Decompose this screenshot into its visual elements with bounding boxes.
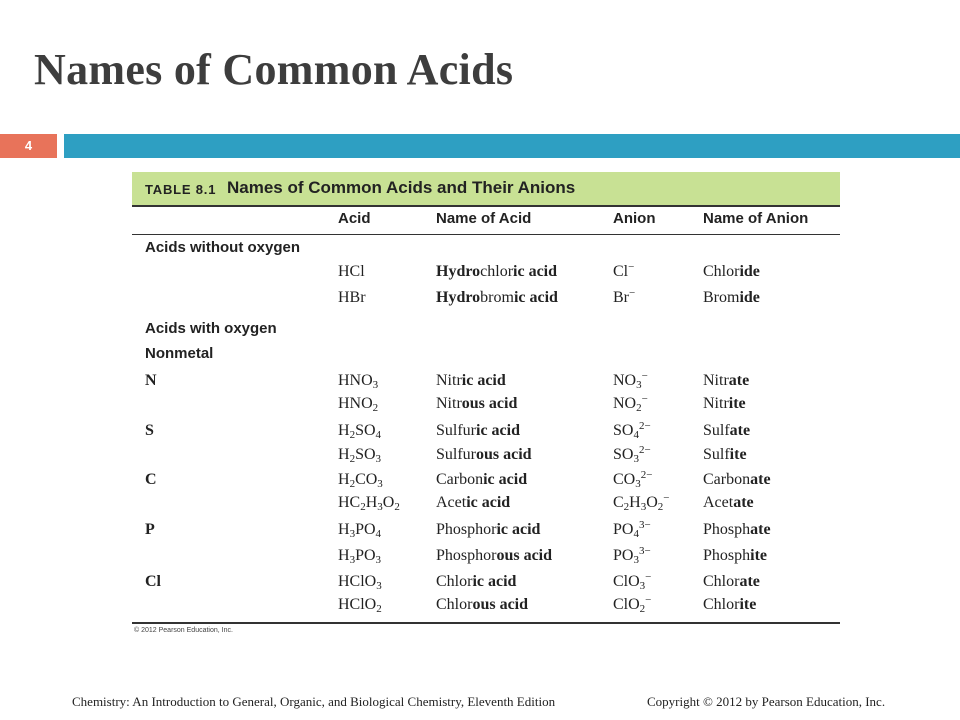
acid-name: Acetic acid [436, 494, 511, 511]
acid-formula: HClO$_2$ [338, 596, 382, 615]
table-header-band [132, 172, 840, 207]
column-header-acid: Acid [338, 210, 371, 227]
acid-formula: $H_2SO_3$ [338, 446, 382, 465]
acid-name: Sulfuric acid [436, 422, 520, 439]
anion-name: Acetate [703, 494, 754, 511]
anion-name: Bromide [703, 289, 760, 306]
anion-formula: $PO_4^{3-}$ [613, 519, 651, 540]
header-rule [132, 234, 840, 235]
anion-name: Chlorite [703, 596, 757, 613]
slide-title: Names of Common Acids [34, 45, 514, 94]
header-accent-bar [64, 134, 960, 158]
anion-name: Chloride [703, 263, 760, 280]
anion-name: Nitrate [703, 372, 750, 389]
nonmetal-label: Cl [145, 573, 161, 590]
table-label: TABLE 8.1 [145, 182, 217, 197]
acid-name: Phosphorous acid [436, 547, 553, 564]
anion-formula: $C_2H_3O_2^-$ [613, 492, 670, 513]
section-without-oxygen: Acids without oxygen [145, 239, 301, 256]
anion-formula: $SO_4^{2-}$ [613, 420, 651, 441]
acids-table-figure [132, 172, 840, 638]
acid-formula: HBr [338, 289, 366, 306]
column-header-name-of-acid: Name of Acid [436, 210, 532, 227]
anion-formula: $CO_3^{2-}$ [613, 469, 653, 490]
acid-formula: $H_3PO_4$ [338, 521, 382, 540]
acid-name: Chlorous acid [436, 596, 529, 613]
acid-name: Carbonic acid [436, 471, 528, 488]
anion-name: Chlorate [703, 573, 760, 590]
bottom-rule [132, 622, 840, 624]
acid-formula: $HNO_2$ [338, 395, 379, 414]
anion-name: Sulfite [703, 446, 747, 463]
acid-name: Nitrous acid [436, 395, 518, 412]
table-caption: Names of Common Acids and Their Anions [227, 178, 576, 197]
anion-formula: Cl− [613, 261, 635, 280]
acid-name: Sulfurous acid [436, 446, 532, 463]
slide-number-badge: 4 [0, 134, 57, 158]
column-header-anion: Anion [613, 210, 656, 227]
footer-copyright: Copyright © 2012 by Pearson Education, Inc. [647, 694, 886, 709]
acid-formula: $HNO_3$ [338, 372, 379, 391]
anion-formula: ClO$_3$− [613, 571, 652, 592]
column-header-name-of-anion: Name of Anion [703, 210, 809, 227]
acid-formula: $H_2SO_4$ [338, 422, 382, 441]
anion-formula: ClO$_2$− [613, 594, 652, 615]
section-nonmetal: Nonmetal [145, 345, 214, 362]
acid-formula: HCl [338, 263, 365, 280]
nonmetal-label: C [145, 471, 157, 488]
acid-formula: $HC_2H_3O_2$ [338, 494, 400, 513]
acid-name: Chloric acid [436, 573, 517, 590]
nonmetal-label: N [145, 372, 157, 389]
anion-name: Carbonate [703, 471, 771, 488]
table-copyright: © 2012 Pearson Education, Inc. [134, 627, 233, 634]
acid-name: Nitric acid [436, 372, 506, 389]
acid-formula: HClO$_3$ [338, 573, 382, 592]
anion-formula: $SO_3^{2-}$ [613, 444, 651, 465]
acid-formula: $H_3PO_3$ [338, 547, 382, 566]
section-with-oxygen: Acids with oxygen [145, 320, 277, 337]
footer-book-title: Chemistry: An Introduction to General, Organic, and Biological Chemistry, Eleventh Edition [72, 694, 556, 709]
anion-formula: Br− [613, 287, 636, 306]
anion-formula: $NO_3^-$ [613, 370, 648, 391]
nonmetal-label: P [145, 521, 155, 538]
acid-name: Phosphoric acid [436, 521, 541, 538]
anion-name: Phosphite [703, 547, 767, 564]
anion-name: Nitrite [703, 395, 746, 412]
acid-formula: $H_2CO_3$ [338, 471, 383, 490]
anion-formula: $NO_2^-$ [613, 393, 648, 414]
anion-formula: $PO_3^{3-}$ [613, 545, 651, 566]
anion-name: Phosphate [703, 521, 771, 538]
anion-name: Sulfate [703, 422, 751, 439]
nonmetal-label: S [145, 422, 154, 439]
acid-name: Hydrochloric acid [436, 263, 558, 280]
acid-name: Hydrobromic acid [436, 289, 558, 306]
